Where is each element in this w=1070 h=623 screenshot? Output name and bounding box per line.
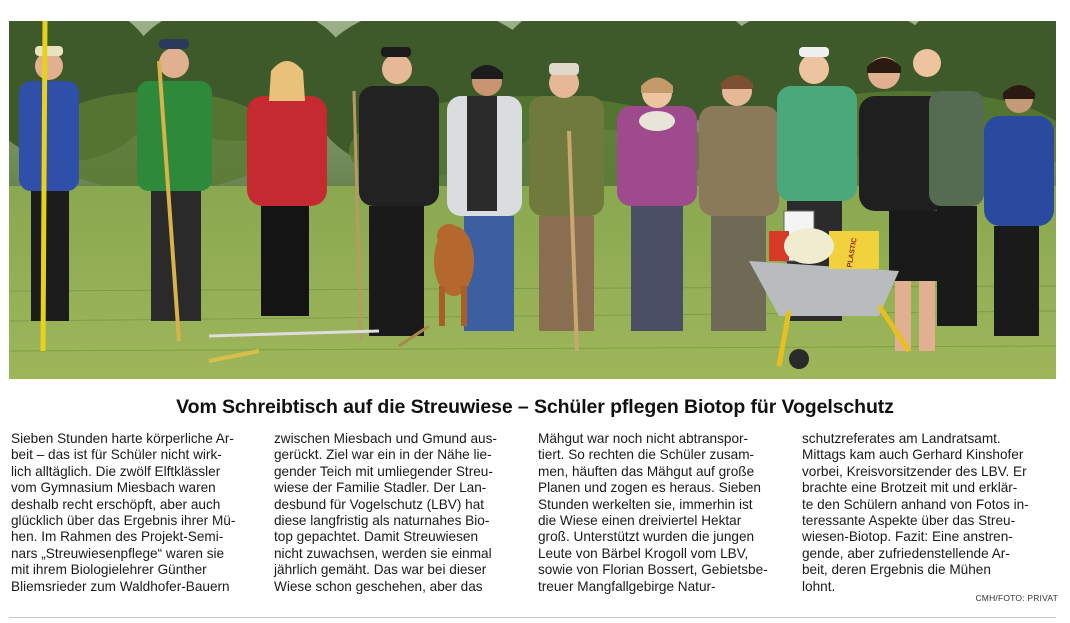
- text-line: lohnt.: [802, 578, 836, 594]
- article-column-1: [11, 431, 274, 595]
- bottom-rule: [9, 617, 1056, 618]
- text-line: vom Gymnasium Miesbach waren: [11, 480, 216, 496]
- article-column-3: [538, 431, 802, 595]
- text-line: wiese der Familie Stadler. Der Lan-: [274, 480, 487, 496]
- text-line: nicht zuwachsen, werden sie einmal: [274, 545, 492, 561]
- text-line: beit, deren Ergebnis die Mühen: [802, 562, 991, 578]
- text-line: lich alltäglich. Die zwölf Elftklässler: [11, 463, 221, 479]
- text-line: Bliemsrieder zum Waldhofer-Bauern: [11, 578, 230, 594]
- text-line: zwischen Miesbach und Gmund aus-: [274, 431, 497, 446]
- text-line: sowie von Florian Bossert, Gebietsbe-: [538, 562, 768, 578]
- text-line: te den Schülern anhand von Fotos in-: [802, 496, 1029, 512]
- text-line: men, häuften das Mähgut auf große: [538, 463, 755, 479]
- article-column-2: [274, 431, 538, 595]
- text-line: hen. Im Rahmen des Projekt-Semi-: [11, 529, 224, 545]
- text-line: Mittags kam auch Gerhard Kinshofer: [802, 447, 1024, 463]
- text-line: brachte eine Brotzeit mit und erklär-: [802, 480, 1018, 496]
- text-line: vorbei, Kreisvorsitzender des LBV. Er: [802, 463, 1027, 479]
- article-column-4: [802, 431, 1061, 595]
- text-line: Planen und zogen es heraus. Sieben: [538, 480, 761, 496]
- photo-credit: CMH/FOTO: PRIVAT: [975, 593, 1058, 603]
- text-line: groß. Unterstützt wurden die jungen: [538, 529, 755, 545]
- text-line: Sieben Stunden harte körperliche Ar-: [11, 431, 234, 446]
- text-line: gerückt. Ziel war ein in der Nähe lie-: [274, 447, 492, 463]
- svg-text:PLASTIC: PLASTIC: [846, 237, 859, 269]
- text-line: jährlich gemäht. Das war bei dieser: [274, 562, 487, 578]
- text-line: die Wiese einen dreiviertel Hektar: [538, 512, 742, 528]
- group-photo: [9, 21, 1056, 379]
- text-line: Stunden werkelten sie, immerhin ist: [538, 496, 753, 512]
- text-line: desbund für Vogelschutz (LBV) hat: [274, 496, 485, 512]
- text-line: gender Teich mit umliegender Streu-: [274, 463, 493, 479]
- text-line: schutzreferates am Landratsamt.: [802, 431, 1001, 446]
- text-line: treuer Mangfallgebirge Natur-: [538, 578, 716, 594]
- article-body: [11, 431, 1061, 595]
- headline: Vom Schreibtisch auf die Streuwiese – Schüler pflegen Biotop für Vogelschutz: [176, 396, 894, 418]
- text-line: Wiese schon geschehen, aber das: [274, 578, 483, 594]
- text-line: teressante Aspekte über das Streu-: [802, 512, 1016, 528]
- text-line: Mähgut war noch nicht abtranspor-: [538, 431, 749, 446]
- text-line: wiesen-Biotop. Fazit: Eine anstren-: [802, 529, 1013, 545]
- text-line: tiert. So rechten die Schüler zusam-: [538, 447, 755, 463]
- text-line: beit – das ist für Schüler nicht wirk-: [11, 447, 222, 463]
- person-6: [529, 63, 604, 331]
- text-line: Leute von Bärbel Krogoll vom LBV,: [538, 545, 749, 561]
- text-line: top gepachtet. Damit Streuwiesen: [274, 529, 479, 545]
- text-line: gende, aber zufriedenstellende Ar-: [802, 545, 1010, 561]
- text-line: nars „Streuwiesenpflege“ waren sie: [11, 545, 225, 561]
- text-line: diese langfristig als naturnahes Bio-: [274, 512, 490, 528]
- text-line: glücklich über das Ergebnis ihrer Mü-: [11, 512, 236, 528]
- text-line: deshalb recht erschöpft, aber auch: [11, 496, 221, 512]
- text-line: mit ihrem Biologielehrer Günther: [11, 562, 207, 578]
